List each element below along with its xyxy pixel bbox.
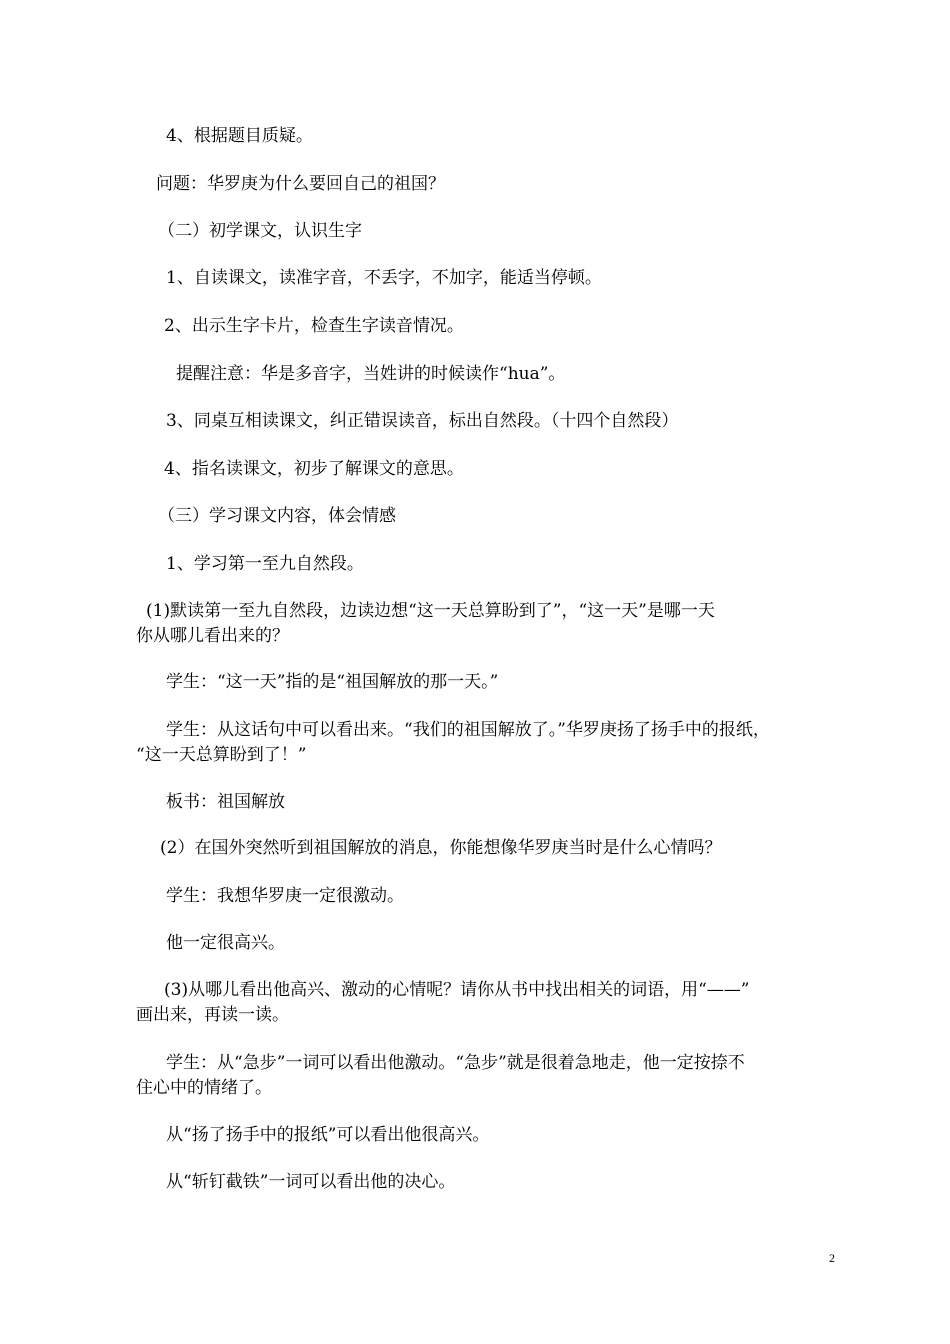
text-line: (3)从哪儿看出他高兴、激动的心情呢？请你从书中找出相关的词语，用“——” bbox=[164, 980, 750, 1000]
text-line: 4、指名读课文，初步了解课文的意思。 bbox=[164, 459, 464, 479]
text-line: 提醒注意：华是多音字，当姓讲的时候读作“hua”。 bbox=[176, 364, 566, 384]
text-line: 学生：从这话句中可以看出来。“我们的祖国解放了。”华罗庚扬了扬手中的报纸， bbox=[166, 720, 770, 740]
text-line: 学生：从“急步”一词可以看出他激动。“急步”就是很着急地走，他一定按捺不 bbox=[166, 1053, 745, 1073]
text-line: 从“扬了扬手中的报纸”可以看出他很高兴。 bbox=[166, 1125, 490, 1145]
text-line: 住心中的情绪了。 bbox=[136, 1078, 272, 1098]
text-line: 4、根据题目质疑。 bbox=[166, 126, 313, 146]
text-line: 板书：祖国解放 bbox=[166, 792, 285, 812]
text-line: 3、同桌互相读课文，纠正错误读音，标出自然段。（十四个自然段） bbox=[166, 411, 679, 431]
section-heading: （三）学习课文内容，体会情感 bbox=[158, 506, 396, 526]
text-line: 问题：华罗庚为什么要回自己的祖国？ bbox=[156, 174, 445, 194]
text-line: “这一天总算盼到了！” bbox=[136, 745, 307, 765]
page-number: 2 bbox=[829, 1251, 835, 1265]
text-line: (1)默读第一至九自然段，边读边想“这一天总算盼到了”，“这一天”是哪一天 bbox=[146, 601, 715, 621]
text-line: (2）在国外突然听到祖国解放的消息，你能想像华罗庚当时是什么心情吗？ bbox=[160, 838, 722, 858]
text-line: 2、出示生字卡片，检查生字读音情况。 bbox=[164, 316, 464, 336]
text-line: 学生：“这一天”指的是“祖国解放的那一天。” bbox=[166, 672, 499, 692]
text-line: 画出来，再读一读。 bbox=[136, 1005, 289, 1025]
text-line: 1、学习第一至九自然段。 bbox=[166, 554, 364, 574]
text-line: 1、自读课文，读准字音，不丢字，不加字，能适当停顿。 bbox=[166, 268, 602, 288]
section-heading: （二）初学课文，认识生字 bbox=[158, 221, 362, 241]
text-line: 从“斩钉截铁”一词可以看出他的决心。 bbox=[166, 1172, 456, 1192]
text-line: 他一定很高兴。 bbox=[166, 933, 285, 953]
text-line: 你从哪儿看出来的？ bbox=[136, 626, 289, 646]
text-line: 学生：我想华罗庚一定很激动。 bbox=[166, 886, 404, 906]
